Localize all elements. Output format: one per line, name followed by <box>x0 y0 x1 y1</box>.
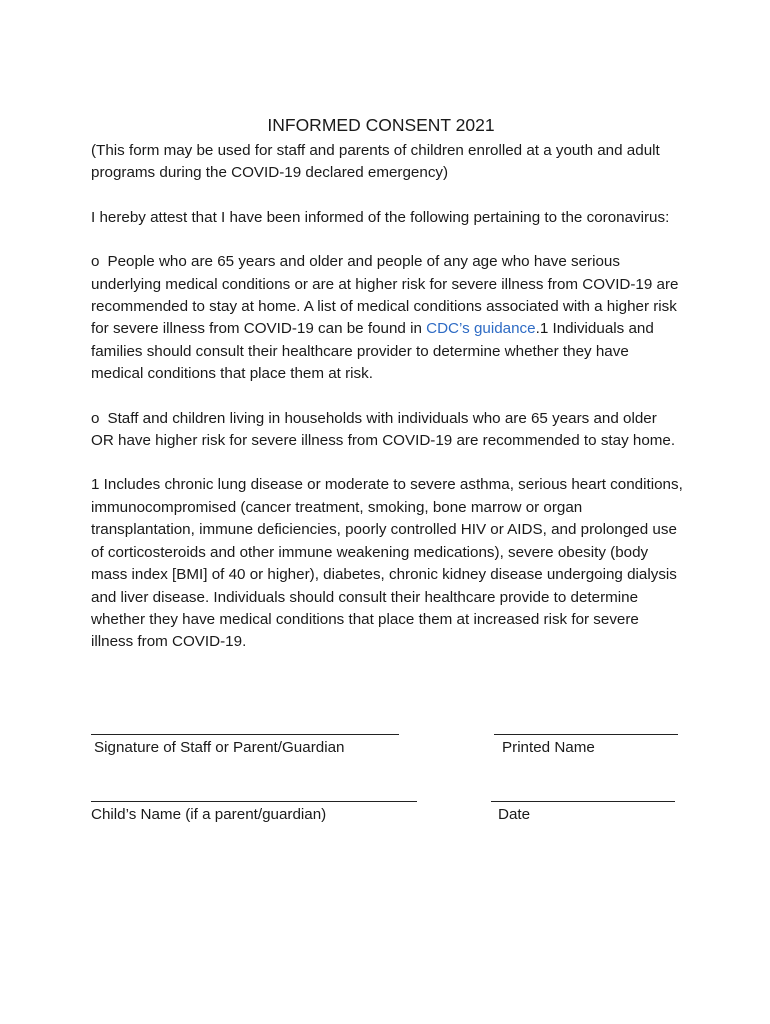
attestation-paragraph: I hereby attest that I have been informed of the following pertaining to the coronavirus: <box>91 208 670 226</box>
bullet-text: People who are 65 years and older and people of any age who have serious underlying medical conditions or are at higher risk for severe illness from COVID-19 are recommended to stay at home. A list of medical conditions associated with a higher risk for severe illness from COVID-19 can be found in <box>91 253 679 338</box>
cdc-guidance-link[interactable]: CDC’s guidance <box>426 320 536 338</box>
bullet-marker: o <box>91 253 100 271</box>
bullet-marker: o <box>91 409 100 427</box>
signature-line[interactable] <box>91 734 399 735</box>
date-line[interactable] <box>491 801 675 802</box>
bullet-text-continued: .1 Individuals and families should consult their healthcare provider to determine whether they have medical conditions that place them at risk. <box>91 320 654 383</box>
date-label: Date <box>498 806 531 823</box>
bullet-text: Staff and children living in households with individuals who are 65 years and older OR have higher risk for severe illness from COVID-19 are recommended to stay home. <box>91 409 676 450</box>
document-title: INFORMED CONSENT 2021 <box>267 115 495 135</box>
child-name-label: Child’s Name (if a parent/guardian) <box>91 806 327 823</box>
bullet-item-high-risk <box>91 251 683 385</box>
child-name-line[interactable] <box>91 801 417 802</box>
signature-label: Signature of Staff or Parent/Guardian <box>94 739 345 756</box>
printed-name-label: Printed Name <box>502 739 595 756</box>
intro-paragraph: (This form may be used for staff and parents of children enrolled at a youth and adult programs during the COVID-19 declared emergency) <box>91 142 660 182</box>
printed-name-line[interactable] <box>494 734 678 735</box>
footnote-paragraph: 1 Includes chronic lung disease or moderate to severe asthma, serious heart conditions, immunocompromised (cancer treatment, smoking, bone marrow or organ transplantation, immune deficiencies, poorly controlled HIV or AIDS, and prolonged use of corticosteroids and other immune weakening medications), severe obesity (body mass index [BMI] of 40 or higher), diabetes, chronic kidney disease undergoing dialysis and liver disease. Individuals should consult their healthcare provide to determine whether they have medical conditions that place them at increased risk for severe illness from COVID-19. <box>91 476 683 651</box>
consent-form <box>91 112 683 654</box>
bullet-item-households <box>91 408 683 453</box>
